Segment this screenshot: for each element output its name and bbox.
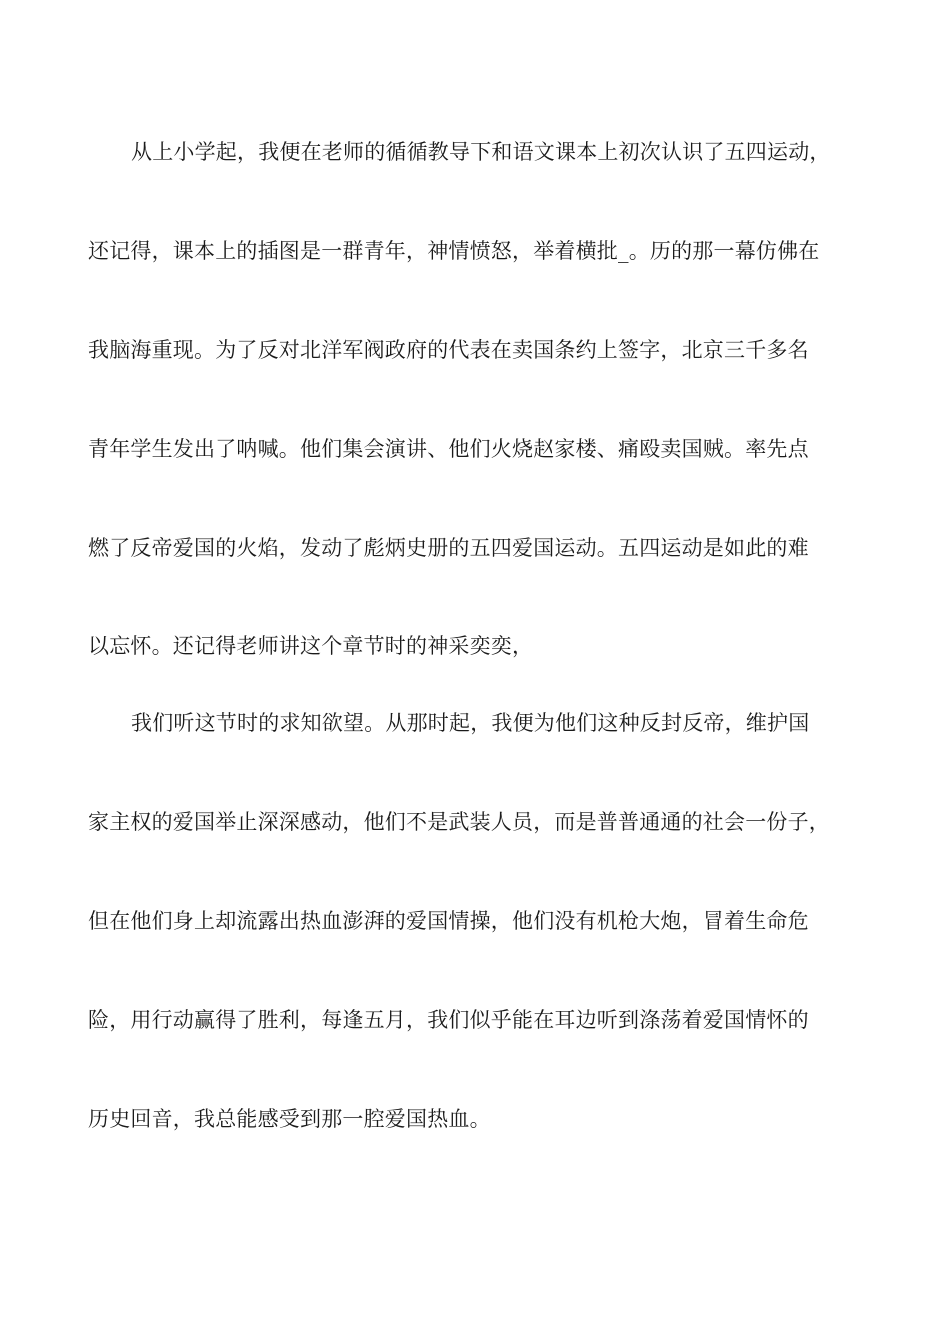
paragraph-line: 历史回音，我总能感受到那一腔爱国热血。 — [88, 1107, 491, 1131]
paragraph-line: 还记得，课本上的插图是一群青年，神情愤怒，举着横批_。历的那一幕仿佛在 — [88, 239, 820, 263]
paragraph-line: 青年学生发出了呐喊。他们集会演讲、他们火烧赵家楼、痛殴卖国贼。率先点 — [88, 437, 809, 461]
paragraph-line: 从上小学起，我便在老师的循循教导下和语文课本上初次认识了五四运动， — [131, 140, 831, 164]
paragraph-line: 险，用行动赢得了胜利，每逢五月，我们似乎能在耳边听到涤荡着爱国情怀的 — [88, 1008, 809, 1032]
paragraph-line: 燃了反帝爱国的火焰，发动了彪炳史册的五四爱国运动。五四运动是如此的难 — [88, 536, 809, 560]
paragraph-line: 我脑海重现。为了反对北洋军阀政府的代表在卖国条约上签字，北京三千多名 — [88, 338, 809, 362]
paragraph-line: 但在他们身上却流露出热血澎湃的爱国情操，他们没有机枪大炮，冒着生命危 — [88, 909, 809, 933]
paragraph-line: 以忘怀。还记得老师讲这个章节时的神采奕奕， — [88, 634, 534, 658]
paragraph-line: 家主权的爱国举止深深感动，他们不是武装人员，而是普普通通的社会一份子， — [88, 810, 830, 834]
paragraph-line: 我们听这节时的求知欲望。从那时起，我便为他们这种反封反帝，维护国 — [131, 711, 810, 735]
